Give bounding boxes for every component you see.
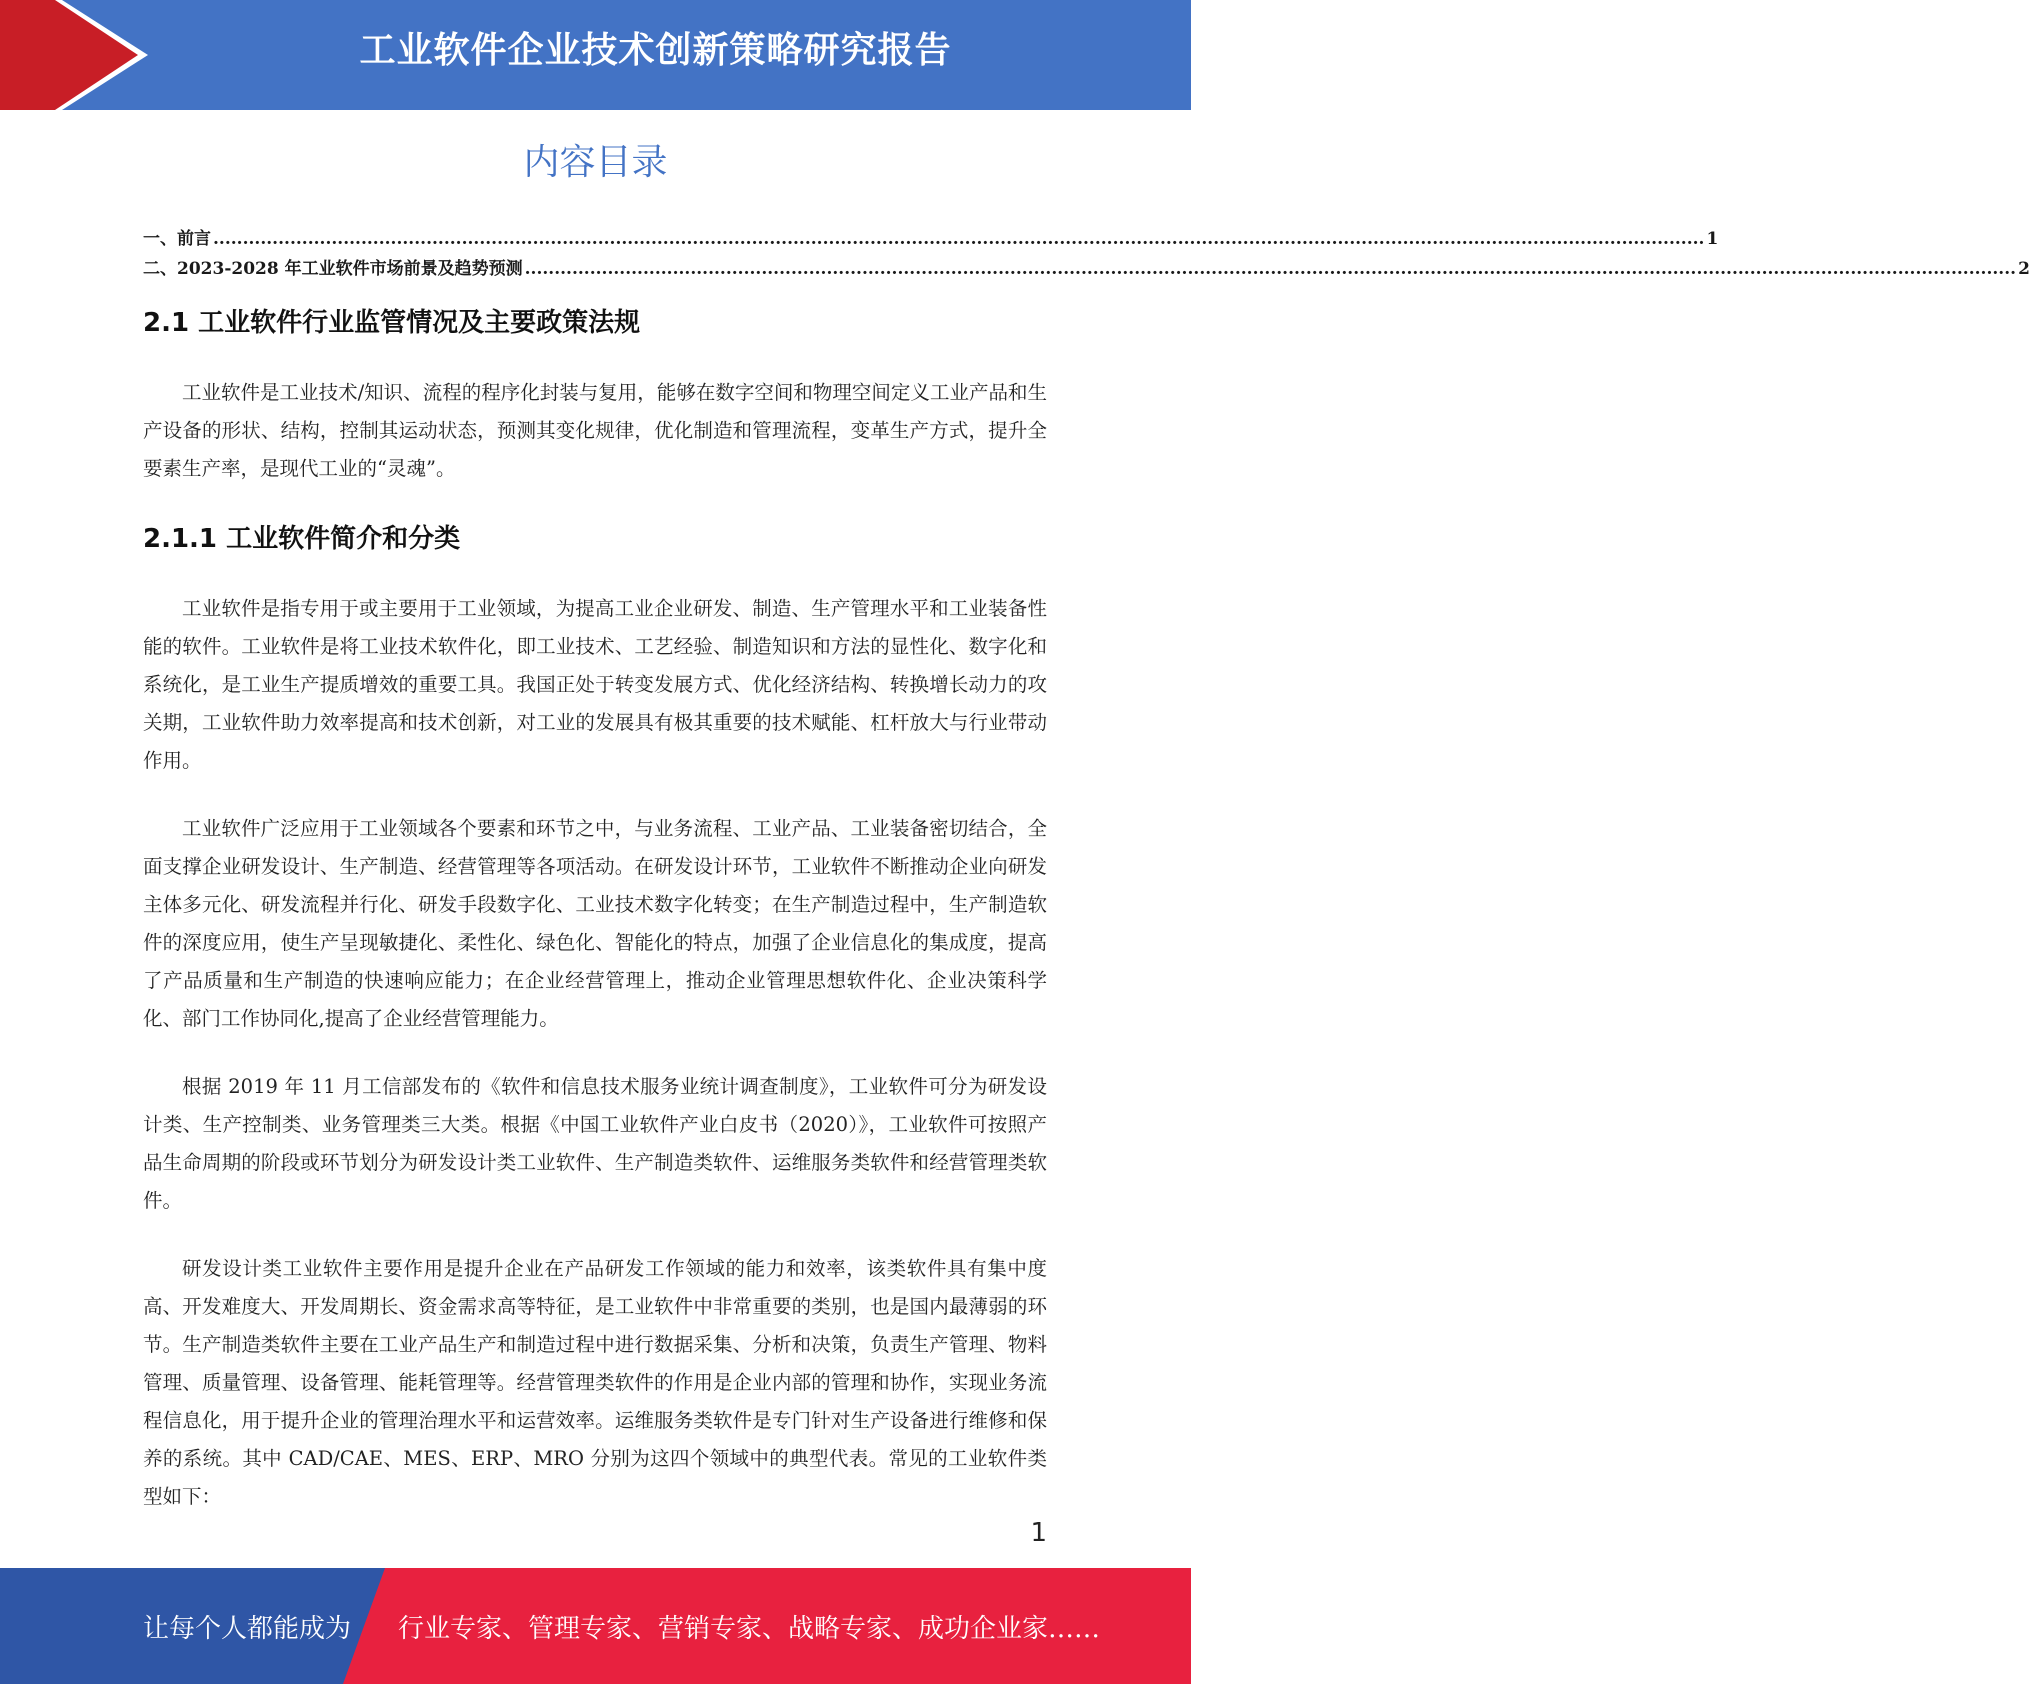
footer-slogan-left: 让每个人都能成为 [143,1614,352,1644]
red-arrow-decoration [0,0,160,110]
paragraph: 工业软件是工业技术/知识、流程的程序化封装与复用，能够在数字空间和物理空间定义工业产品和生产设备的形状、结构，控制其运动状态，预测其变化规律，优化制造和管理流程，变革生产方式，提升全要素生产率，是现代工业的“灵魂”。 [143,381,1047,480]
toc-item-page: 2 [2018,259,2030,279]
header-banner [0,0,1191,110]
paragraph: 研发设计类工业软件主要作用是提升企业在产品研发工作领域的能力和效率，该类软件具有集中度高、开发难度大、开发周期长、资金需求高等特征，是工业软件中非常重要的类别，也是国内最薄弱的环节。生产制造类软件主要在工业产品生产和制造过程中进行数据采集、分析和决策，负责生产管理、物料管理、质量管理、设备管理、能耗管理等。经营管理类软件的作用是企业内部的管理和协作，实现业务流程信息化，用于提升企业的管理治理水平和运营效率。运维服务类软件是专门针对生产设备进行维修和保养的系统。其中 CAD/CAE、MES、ERP、MRO 分别为这四个领域中的典型代表。常见的工业软件类型如下： [143,1257,1047,1508]
toc-item[interactable] [143,254,2030,284]
toc-item-label: 二、2023-2028 年工业软件市场前景及趋势预测 [143,259,523,279]
table-of-contents [143,224,2030,284]
toc-heading: 内容目录 [523,142,668,183]
toc-item[interactable] [143,224,1719,254]
toc-leader-dots: ............................................................................................................................................................................................................................................................ [213,229,1705,249]
footer-slogan-right: 行业专家、管理专家、营销专家、战略专家、成功企业家…… [398,1614,1101,1644]
section-heading-2-1: 2.1 工业软件行业监管情况及主要政策法规 [143,308,641,338]
toc-item-page: 1 [1706,229,1719,249]
section-heading-2-1-1: 2.1.1 工业软件简介和分类 [143,524,461,554]
paragraph: 工业软件广泛应用于工业领域各个要素和环节之中，与业务流程、工业产品、工业装备密切结合，全面支撑企业研发设计、生产制造、经营管理等各项活动。在研发设计环节，工业软件不断推动企业向研发主体多元化、研发流程并行化、研发手段数字化、工业技术数字化转变；在生产制造过程中，生产制造软件的深度应用，使生产呈现敏捷化、柔性化、绿色化、智能化的特点，加强了企业信息化的集成度，提高了产品质量和生产制造的快速响应能力；在企业经营管理上，推动企业管理思想软件化、企业决策科学化、部门工作协同化,提高了企业经营管理能力。 [143,817,1047,1030]
report-title: 工业软件企业技术创新策略研究报告 [359,30,952,71]
footer-banner [0,1568,1191,1684]
page-number: 1 [1030,1518,1047,1548]
paragraph: 工业软件是指专用于或主要用于工业领域，为提高工业企业研发、制造、生产管理水平和工业装备性能的软件。工业软件是将工业技术软件化，即工业技术、工艺经验、制造知识和方法的显性化、数字化和系统化，是工业生产提质增效的重要工具。我国正处于转变发展方式、优化经济结构、转换增长动力的攻关期，工业软件助力效率提高和技术创新，对工业的发展具有极其重要的技术赋能、杠杆放大与行业带动作用。 [143,597,1047,772]
toc-item-label: 一、前言 [143,229,211,249]
toc-leader-dots: ............................................................................................................................................................................................................................................................ [524,259,2017,279]
paragraph: 根据 2019 年 11 月工信部发布的《软件和信息技术服务业统计调查制度》，工业软件可分为研发设计类、生产控制类、业务管理类三大类。根据《中国工业软件产业白皮书（2020）》，工业软件可按照产品生命周期的阶段或环节划分为研发设计类工业软件、生产制造类软件、运维服务类软件和经营管理类软件。 [143,1075,1047,1212]
